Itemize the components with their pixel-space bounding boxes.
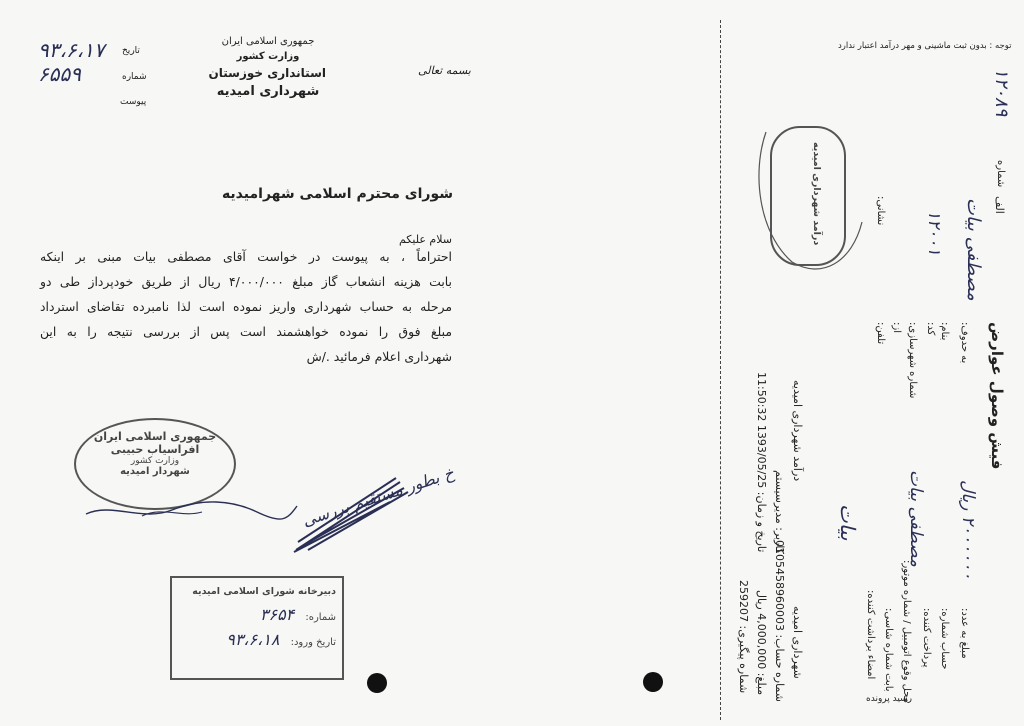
addressee: شورای محترم اسلامی شهرامیدیه (221, 186, 453, 202)
slip-print-line: شماره حساب: 0105458960003 (773, 540, 786, 703)
slip-row-account: حساب شماره: (939, 608, 950, 670)
date-label: تاریخ (122, 46, 140, 56)
perforation-line (720, 20, 721, 720)
slip-code-value: ۱۲۰۰۱ (924, 210, 944, 256)
slip-row-code: کد: (925, 322, 936, 336)
slip-number-label: شماره (995, 160, 1006, 188)
attachment-label: پیوست (120, 97, 147, 107)
slip-payer-value: مصطفی بیات (906, 470, 926, 568)
letterhead (210, 36, 326, 99)
slip-print-line: درآمد شهرداری امیدیه (791, 380, 804, 482)
mayor-signature (82, 492, 302, 532)
slip-print-line: کاربر: مدیرسیستم (773, 470, 786, 555)
slip-row-from: از: (891, 322, 902, 333)
letterhead-municipality: شهرداری امیدیه (216, 84, 320, 99)
scribble-mark (290, 462, 420, 562)
seal-line: جمهوری اسلامی ایران (93, 430, 217, 443)
letter-line: بابت هزینه انشعاب گاز مبلغ ۴/۰۰۰/۰۰۰ ریال از طریق خودپرداز طی دو (40, 274, 452, 289)
slip-signature: بیات (836, 504, 860, 541)
slip-to-value: مصطفی بیات (963, 198, 984, 301)
registry-number-label: شماره: (305, 612, 336, 623)
greeting: سلام علیکم (398, 233, 452, 246)
slip-note: توجه : بدون ثبت ماشینی و مهر درآمد اعتبار ندارد (838, 41, 1012, 51)
slip-alef: الف (993, 196, 1006, 214)
slip-row-vehicle: محل وقوع اتومبیل / شماره موتور: (901, 560, 912, 704)
slip-print-line: شهرداری امیدیه (791, 606, 804, 679)
letter-line: مبلغ فوق را نموده خواهشمند است پس از بررسی نتیجه را به این (40, 324, 452, 339)
slip-row-sign: امضاء برداشت کننده: (865, 590, 876, 680)
punch-hole (367, 673, 387, 693)
registry-number-value: ۳۶۵۴ (259, 605, 295, 624)
handwritten-note: خ بطور مستقیم بررسی (300, 463, 457, 531)
seal-line: افراسیاب حبیبی (110, 443, 200, 456)
punch-hole (643, 672, 663, 692)
slip-row-amount: مبلغ به عدد: (959, 608, 970, 659)
letter-line: احتراماً ، به پیوست در خواست آقای مصطفی بیات مبنی بر اینکه (40, 249, 452, 264)
slip-row-shasi: بابت شماره شاسی: (883, 608, 894, 692)
slip-row-to: به حدوف: (959, 322, 970, 364)
slip-print-line: مبلغ: 4,000,000 ریال (755, 590, 768, 696)
seal-line: وزارت کشور (130, 456, 180, 466)
slip-row-name: بنام: (939, 322, 950, 341)
registry-date-label: تاریخ ورود: (290, 637, 336, 648)
slip-row-address: نشانی: (875, 196, 886, 226)
letterhead-province: استانداری خوزستان (208, 66, 326, 80)
revenue-stamp-text: درآمد شهرداری امیدیه (811, 142, 822, 246)
number-value: ۶۵۵۹ (38, 62, 81, 86)
registry-stamp (170, 576, 344, 680)
letterhead-ministry: وزارت کشور (236, 51, 300, 62)
letterhead-republic: جمهوری اسلامی ایران (221, 36, 315, 47)
revenue-stamp-outline (752, 112, 872, 282)
basmala: بسمه تعالی (418, 64, 471, 77)
seal-line: شهردار امیدیه (120, 466, 190, 477)
slip-print-line: تاریخ و زمان: 1393/05/25 11:50:32 (755, 372, 768, 553)
date-value: ۹۳،۶،۱۷ (38, 38, 105, 62)
slip-amount-value: ۲۰۰۰۰۰۰ ریال (958, 480, 978, 580)
slip-print-line: شماره پیگیری: 259207 (737, 580, 750, 694)
registry-title: دبیرخانه شورای اسلامی امیدیه (192, 586, 336, 597)
letter-line: مرحله به حساب شهرداری واریز نموده است لذا نامبرده تقاضای استرداد (40, 299, 452, 314)
letter-line: شهرداری اعلام فرمائید ./ش (306, 349, 452, 364)
registry-date-value: ۹۳،۶،۱۸ (226, 630, 280, 649)
registry-date-row (172, 630, 336, 649)
slip-row-phone: تلفن: (875, 322, 886, 345)
slip-number-value: ۱۲۰۸۹ (991, 68, 1012, 117)
letter-body (40, 244, 452, 369)
slip-row-tracking: شماره شهرسازی: (907, 322, 918, 399)
slip-receipt-label: رسید پرونده (866, 694, 912, 704)
slip-form-title: فیش وصول عوارض (988, 322, 1006, 470)
registry-number-row (172, 605, 336, 624)
number-label: شماره (122, 72, 147, 82)
slip-row-payer: پرداخت کننده: (921, 608, 932, 668)
